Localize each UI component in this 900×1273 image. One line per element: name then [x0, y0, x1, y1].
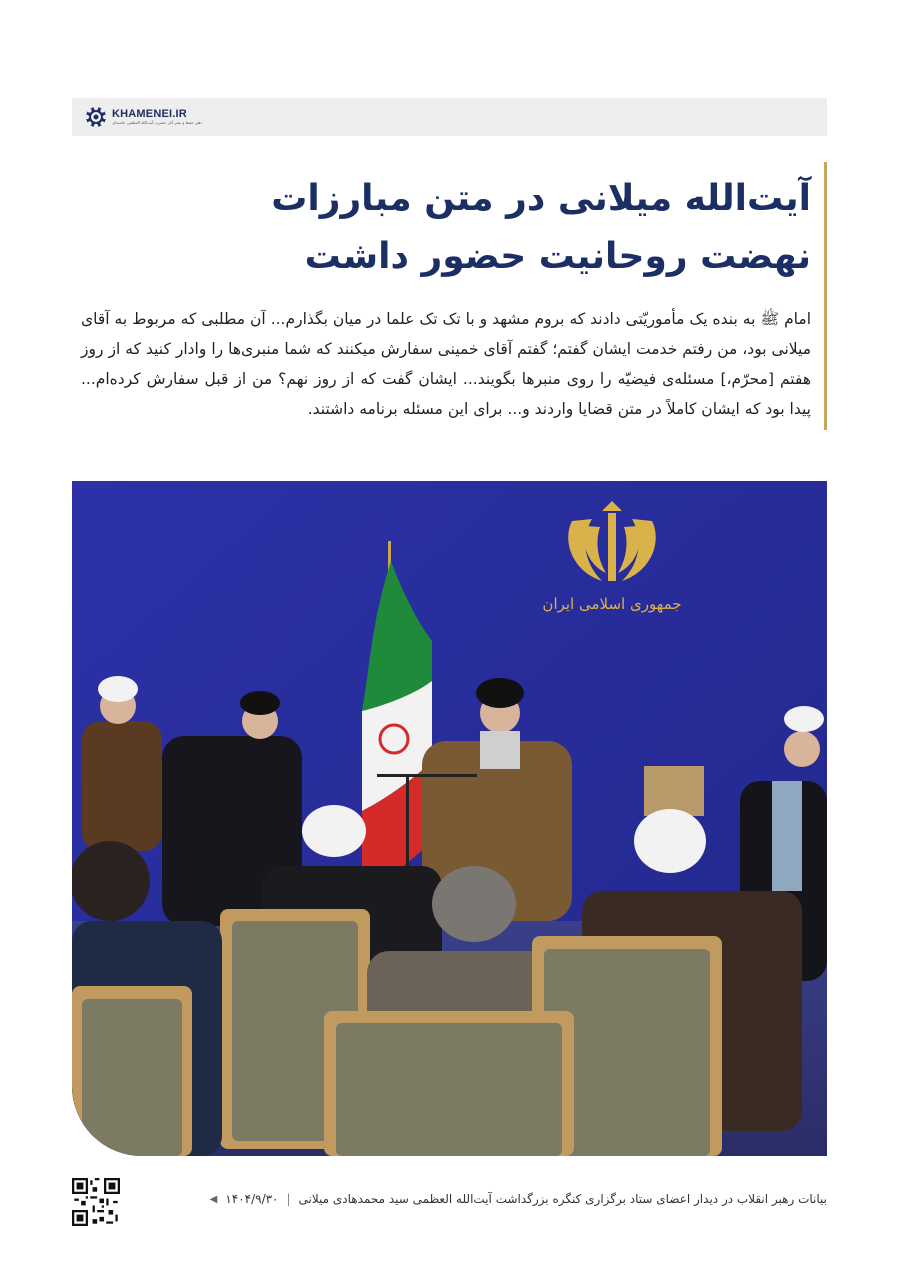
title-line-1: آیت‌الله میلانی در متن مبارزات [271, 178, 811, 219]
header-bar [72, 98, 827, 136]
accent-bar [824, 162, 827, 430]
emblem-caption: جمهوری اسلامی ایران [542, 595, 682, 613]
caption-separator: | [286, 1192, 291, 1206]
article-body: امام ﷺ به بنده یک مأموریّتی دادند که بروم مشهد و با تک تک علما در میان بگذارم... آن مطلبی که مربوط به آقای میلانی بود، من رفتم خدمت ایشان گفتم؛ گفتم آقای خمینی سفارش میکنند که شما منبری‌ها را وادار کنید که از روز هفتم [محرّم،] مسئله‌ی فیضیّه را روی منبرها بگویند... ایشان گفت که از روز نهم؟ من از قبل سفارش کرده‌ام... پیدا بود که ایشان کاملاً در متن قضایا واردند و... برای این مسئله برنامه داشتند. [81, 310, 811, 418]
caption-date: ۱۴۰۴/۹/۳۰ [225, 1192, 279, 1206]
logo-name: KHAMENEI.IR [112, 108, 187, 120]
meeting-scene [72, 481, 827, 1156]
logo-subtitle: دفتر حفظ و نشر آثار حضرت آیت‌الله العظمی خامنه‌ای [112, 120, 203, 125]
site-logo[interactable] [84, 104, 202, 130]
portrait-frame [644, 766, 704, 816]
footer [72, 1176, 827, 1228]
title-line-2: نهضت روحانیت حضور داشت [304, 236, 811, 277]
caption-text: بیانات رهبر انقلاب در دیدار اعضای ستاد برگزاری کنگره بزرگداشت آیت‌الله العظمی سید محمدهادی میلانی [298, 1192, 827, 1206]
photo-caption [210, 1192, 827, 1206]
caption-arrow-icon: ◀ [209, 1193, 218, 1205]
article-title [211, 170, 811, 286]
logo-icon [84, 105, 108, 129]
qr-code-icon[interactable] [72, 1178, 120, 1226]
article-block [72, 162, 827, 432]
meeting-photo [72, 481, 827, 1156]
